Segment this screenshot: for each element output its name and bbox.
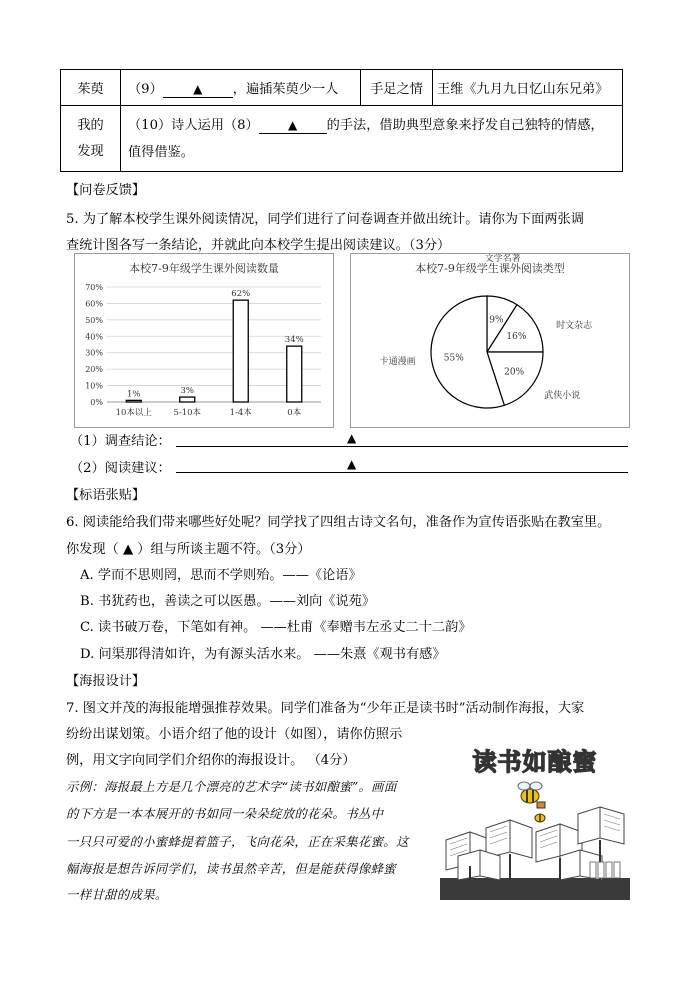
data-label: 3% (180, 386, 194, 397)
table-cell: 茱萸 (61, 70, 121, 106)
y-tick-label: 70% (85, 283, 103, 292)
slice-label: 9% (489, 315, 504, 326)
slice-name: 时文杂志 (556, 321, 593, 332)
blank-marker: ▲ (288, 117, 298, 132)
y-tick-label: 30% (85, 348, 103, 358)
y-tick-label: 20% (85, 365, 103, 375)
answer-1-label: （1）调查结论： (70, 434, 171, 449)
bee-icon (535, 814, 545, 822)
answer-2-line[interactable] (176, 472, 628, 473)
table-cell: 王维《九月九日忆山东兄弟》 (433, 70, 623, 106)
section-header-survey: 【问卷反馈】 (66, 183, 146, 198)
bar (287, 346, 302, 402)
question-7-text: 例，用文字向同学们介绍你的海报设计。 （4分） (66, 753, 356, 768)
x-tick-label: 10本以上 (115, 408, 152, 418)
answer-2-label: （2）阅读建议： (70, 461, 171, 476)
poster-svg (440, 744, 630, 900)
question-5-text: 5. 为了解本校学生课外阅读情况，同学们进行了问卷调查并做出统计。请你为下面两张调 (66, 212, 584, 227)
question-5-text: 查统计图各写一条结论，并就此向本校学生提出阅读建议。（3分） (66, 238, 451, 253)
question-7-text: 纷纷出谋划策。小语介绍了他的设计（如图），请你仿照示 (66, 727, 403, 742)
slice-name: 武侠小说 (544, 390, 581, 401)
chart-title: 本校7-9年级学生课外阅读类型 (415, 262, 565, 275)
bar-chart-svg (75, 254, 333, 427)
option-a[interactable]: A. 学而不思则罔，思而不学则殆。——《论语》 (80, 568, 362, 583)
ground-shape (440, 878, 630, 900)
y-tick-label: 0% (90, 398, 103, 407)
section-header-slogan: 【标语张贴】 (66, 488, 146, 503)
example-line: 幅海报是想告诉同学们，读书虽然辛苦，但是能获得像蜂蜜 (66, 861, 396, 876)
y-tick-label: 60% (85, 299, 103, 309)
poster-title: 读书如酿蜜 (472, 748, 598, 776)
slice-label: 16% (506, 331, 527, 342)
y-tick-label: 50% (85, 315, 103, 325)
bar (233, 300, 248, 402)
example-line: 示例：海报最上方是几个漂亮的艺术字“读书如酿蜜”。画面 (66, 779, 397, 794)
table-row (61, 70, 623, 106)
poster-illustration (440, 744, 630, 900)
example-line: 一只只可爱的小蜜蜂提着篮子，飞向花朵，正在采集花蜜。这 (66, 834, 409, 849)
option-b[interactable]: B. 书犹药也，善读之可以医愚。——刘向《说苑》 (80, 594, 376, 609)
chart-title: 本校7-9年级学生课外阅读数量 (129, 262, 279, 275)
y-tick-label: 40% (85, 332, 103, 342)
answer-1-line[interactable] (176, 446, 628, 447)
section-header-poster: 【海报设计】 (66, 674, 146, 689)
table-cell: 我的 发现 (61, 106, 121, 172)
y-tick-label: 10% (85, 381, 103, 391)
bar-chart (74, 253, 334, 428)
slice-label: 20% (504, 367, 525, 378)
poetry-table (60, 69, 623, 172)
fence-shape (590, 862, 620, 878)
question-6-text: 你发现（ ▲ ）组与所谈主题不符。（3分） (66, 542, 311, 557)
slice-label: 55% (443, 353, 464, 364)
data-label: 62% (231, 289, 251, 300)
example-line: 一样甘甜的成果。 (66, 887, 168, 902)
blank-marker: ▲ (347, 457, 357, 471)
x-tick-label: 5-10本 (173, 408, 202, 418)
slice-name: 文学名著 (484, 254, 521, 265)
table-cell: （10）诗人运用（8） ▲ 的手法，借助典型意象来抒发自己独特的情感， 值得借鉴。 (121, 106, 623, 172)
table-cell: （9） ▲ ，遍插茱萸少一人 (121, 70, 361, 106)
table-row (61, 106, 623, 172)
option-d[interactable]: D. 问渠那得清如许，为有源头活水来。 ——朱熹《观书有感》 (80, 647, 446, 662)
bar (126, 400, 141, 402)
question-7-text: 7. 图文并茂的海报能增强推荐效果。同学们准备为“少年正是读书时”活动制作海报，大家 (66, 701, 585, 716)
table-cell: 手足之情 (361, 70, 433, 106)
x-tick-label: 0本 (287, 408, 302, 418)
question-6-text: 6. 阅读能给我们带来哪些好处呢？同学找了四组古诗文名句，准备作为宣传语张贴在教室里。 (66, 515, 611, 530)
example-line: 的下方是一本本展开的书如同一朵朵绽放的花朵。书丛中 (66, 806, 384, 821)
data-label: 34% (284, 335, 304, 346)
pie-chart (350, 253, 630, 428)
slice-name: 卡通漫画 (379, 356, 416, 367)
bar (180, 397, 195, 402)
option-c[interactable]: C. 读书破万卷，下笔如有神。 ——杜甫《奉赠韦左丞丈二十二韵》 (80, 620, 472, 635)
blank-marker: ▲ (193, 81, 203, 96)
x-tick-label: 1-4本 (229, 408, 252, 418)
data-label: 1% (127, 389, 141, 400)
pie-chart-svg (351, 254, 629, 427)
blank-marker: ▲ (347, 431, 357, 445)
bee-icon (518, 782, 545, 808)
